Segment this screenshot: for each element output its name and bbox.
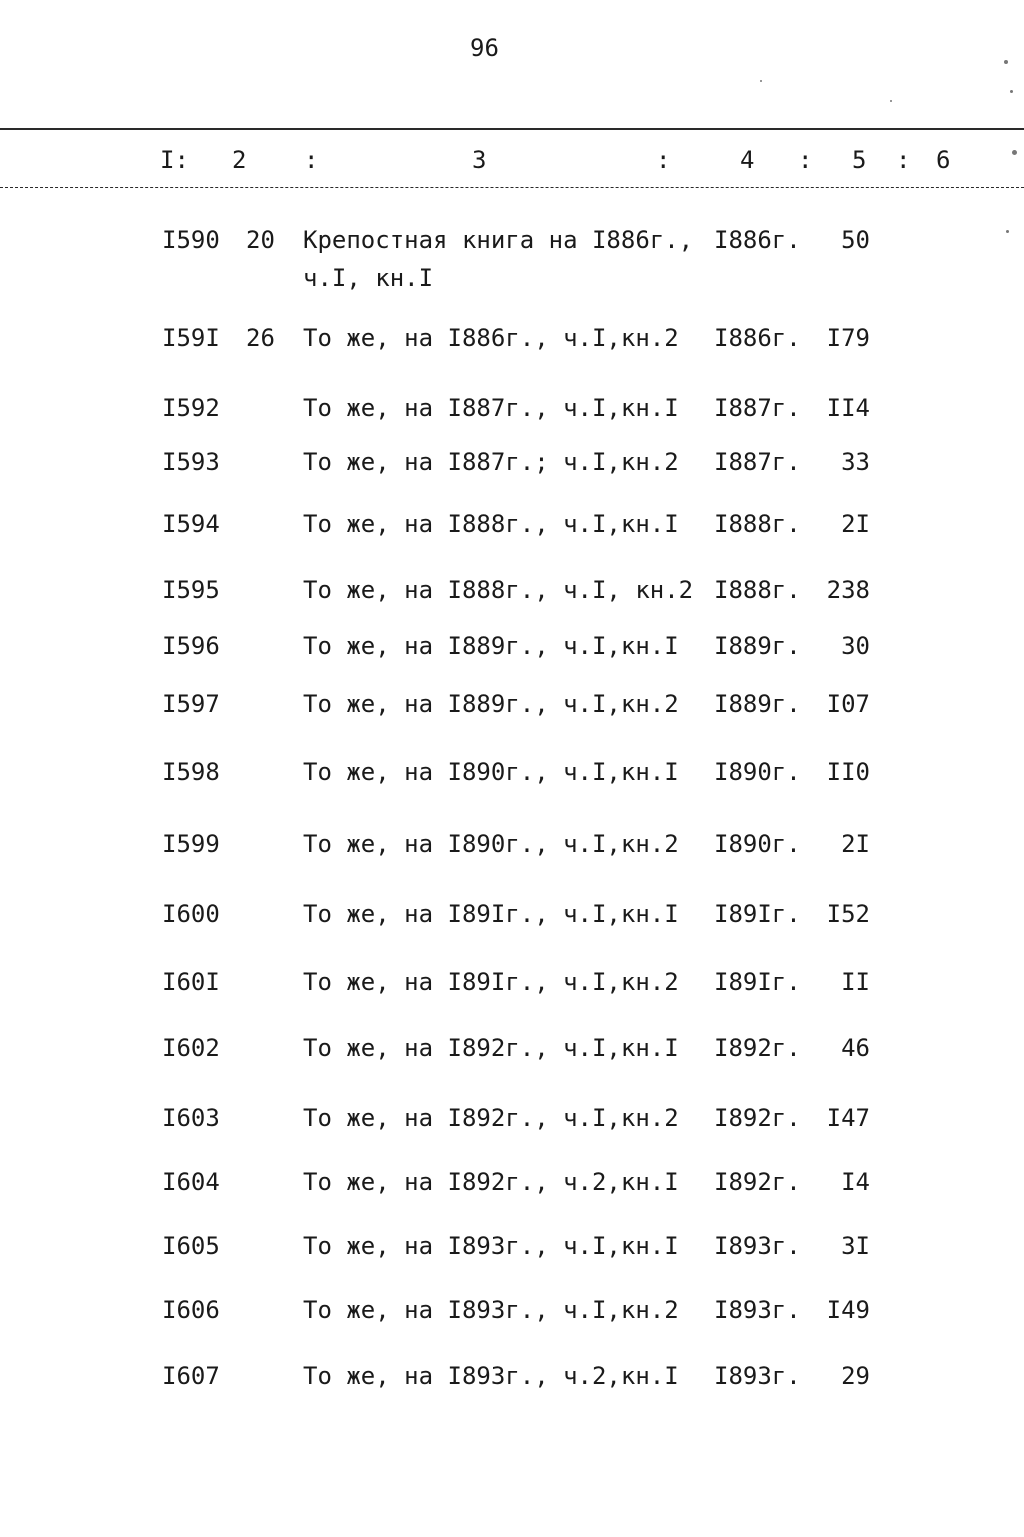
row-year: I893г. bbox=[714, 1296, 801, 1324]
row-number: I594 bbox=[162, 510, 220, 538]
row-number: I605 bbox=[162, 1232, 220, 1260]
row-title-line1: То же, на I888г., ч.I,кн.I bbox=[303, 510, 679, 538]
scan-speck bbox=[1010, 90, 1013, 93]
row-number: I607 bbox=[162, 1362, 220, 1390]
header-col3: 3 bbox=[472, 146, 487, 174]
row-title-line1: То же, на I887г., ч.I,кн.I bbox=[303, 394, 679, 422]
scan-speck bbox=[1012, 150, 1017, 155]
row-number: I60I bbox=[162, 968, 220, 996]
row-title bbox=[303, 830, 679, 868]
row-title-line1: То же, на I893г., ч.I,кн.I bbox=[303, 1232, 679, 1260]
row-number: I597 bbox=[162, 690, 220, 718]
header-col4: 4 bbox=[740, 146, 755, 174]
row-title-line1: То же, на I890г., ч.I,кн.2 bbox=[303, 830, 679, 858]
header-sep2: : bbox=[656, 146, 671, 174]
row-title bbox=[303, 1362, 679, 1400]
row-title bbox=[303, 632, 679, 670]
row-title-line1: То же, на I893г., ч.2,кн.I bbox=[303, 1362, 679, 1390]
row-number: I595 bbox=[162, 576, 220, 604]
row-count: II4 bbox=[826, 394, 870, 422]
row-count: I47 bbox=[826, 1104, 870, 1132]
row-title bbox=[303, 394, 679, 432]
row-number: I603 bbox=[162, 1104, 220, 1132]
row-title bbox=[303, 1104, 679, 1142]
row-number: I604 bbox=[162, 1168, 220, 1196]
row-count: 30 bbox=[841, 632, 870, 660]
row-year: I890г. bbox=[714, 758, 801, 786]
row-year: I889г. bbox=[714, 632, 801, 660]
row-number: I593 bbox=[162, 448, 220, 476]
row-title-line1: То же, на I892г., ч.I,кн.I bbox=[303, 1034, 679, 1062]
row-title bbox=[303, 226, 693, 292]
row-title-line1: То же, на I889г., ч.I,кн.2 bbox=[303, 690, 679, 718]
row-title bbox=[303, 510, 679, 548]
row-count: 33 bbox=[841, 448, 870, 476]
header-sep3: : bbox=[798, 146, 813, 174]
row-number: I596 bbox=[162, 632, 220, 660]
header-col6: 6 bbox=[936, 146, 951, 174]
row-year: I887г. bbox=[714, 448, 801, 476]
row-title bbox=[303, 1232, 679, 1270]
row-title bbox=[303, 576, 693, 614]
row-count: II bbox=[841, 968, 870, 996]
header-sep4: : bbox=[896, 146, 911, 174]
row-count: 46 bbox=[841, 1034, 870, 1062]
header-sep1: : bbox=[304, 146, 319, 174]
row-year: I892г. bbox=[714, 1034, 801, 1062]
row-title-line1: То же, на I887г.; ч.I,кн.2 bbox=[303, 448, 679, 476]
row-title-line1: То же, на I89Iг., ч.I,кн.2 bbox=[303, 968, 679, 996]
scan-speck bbox=[890, 100, 892, 102]
row-count: II0 bbox=[826, 758, 870, 786]
row-count: I07 bbox=[826, 690, 870, 718]
row-number: I599 bbox=[162, 830, 220, 858]
row-year: I892г. bbox=[714, 1104, 801, 1132]
row-count: 238 bbox=[826, 576, 870, 604]
row-number: I59I bbox=[162, 324, 220, 352]
row-title-line1: То же, на I892г., ч.I,кн.2 bbox=[303, 1104, 679, 1132]
row-number: I606 bbox=[162, 1296, 220, 1324]
row-title bbox=[303, 1296, 679, 1334]
header-col1: I: bbox=[160, 146, 189, 174]
row-count: I4 bbox=[841, 1168, 870, 1196]
header-col5: 5 bbox=[852, 146, 867, 174]
scan-speck bbox=[1004, 60, 1008, 64]
scan-speck bbox=[760, 80, 762, 82]
header-top-rule bbox=[0, 128, 1024, 130]
row-count: 2I bbox=[841, 510, 870, 538]
row-title-line1: То же, на I886г., ч.I,кн.2 bbox=[303, 324, 679, 352]
row-count: 2I bbox=[841, 830, 870, 858]
row-count: 3I bbox=[841, 1232, 870, 1260]
row-year: I893г. bbox=[714, 1362, 801, 1390]
row-year: I89Iг. bbox=[714, 900, 801, 928]
row-title bbox=[303, 758, 679, 796]
row-title bbox=[303, 968, 679, 1006]
row-year: I886г. bbox=[714, 226, 801, 254]
header-bottom-rule bbox=[0, 187, 1024, 188]
row-count: 50 bbox=[841, 226, 870, 254]
row-number: I590 bbox=[162, 226, 220, 254]
row-title-line1: То же, на I889г., ч.I,кн.I bbox=[303, 632, 679, 660]
scan-speck bbox=[1006, 230, 1009, 233]
row-number: I598 bbox=[162, 758, 220, 786]
row-year: I893г. bbox=[714, 1232, 801, 1260]
row-number: I602 bbox=[162, 1034, 220, 1062]
row-count: 29 bbox=[841, 1362, 870, 1390]
row-number: I600 bbox=[162, 900, 220, 928]
row-count: I52 bbox=[826, 900, 870, 928]
row-year: I886г. bbox=[714, 324, 801, 352]
row-title-line1: То же, на I893г., ч.I,кн.2 bbox=[303, 1296, 679, 1324]
header-col2: 2 bbox=[232, 146, 247, 174]
row-year: I888г. bbox=[714, 510, 801, 538]
row-title-line1: То же, на I892г., ч.2,кн.I bbox=[303, 1168, 679, 1196]
row-title-line1: То же, на I890г., ч.I,кн.I bbox=[303, 758, 679, 786]
row-year: I887г. bbox=[714, 394, 801, 422]
row-year: I890г. bbox=[714, 830, 801, 858]
row-title bbox=[303, 1034, 679, 1072]
row-title bbox=[303, 448, 679, 486]
row-col2: 26 bbox=[246, 324, 275, 352]
row-count: I49 bbox=[826, 1296, 870, 1324]
row-title-line1: Крепостная книга на I886г., bbox=[303, 226, 694, 254]
row-year: I89Iг. bbox=[714, 968, 801, 996]
row-col2: 20 bbox=[246, 226, 275, 254]
row-number: I592 bbox=[162, 394, 220, 422]
row-year: I889г. bbox=[714, 690, 801, 718]
row-title bbox=[303, 1168, 679, 1206]
row-year: I892г. bbox=[714, 1168, 801, 1196]
row-year: I888г. bbox=[714, 576, 801, 604]
page-number: 96 bbox=[470, 34, 499, 62]
row-title-line1: То же, на I89Iг., ч.I,кн.I bbox=[303, 900, 679, 928]
row-title-line1: То же, на I888г., ч.I, кн.2 bbox=[303, 576, 694, 604]
row-title-line2: ч.I, кн.I bbox=[303, 264, 434, 292]
row-title bbox=[303, 690, 679, 728]
row-title bbox=[303, 900, 679, 938]
row-count: I79 bbox=[826, 324, 870, 352]
row-title bbox=[303, 324, 679, 362]
